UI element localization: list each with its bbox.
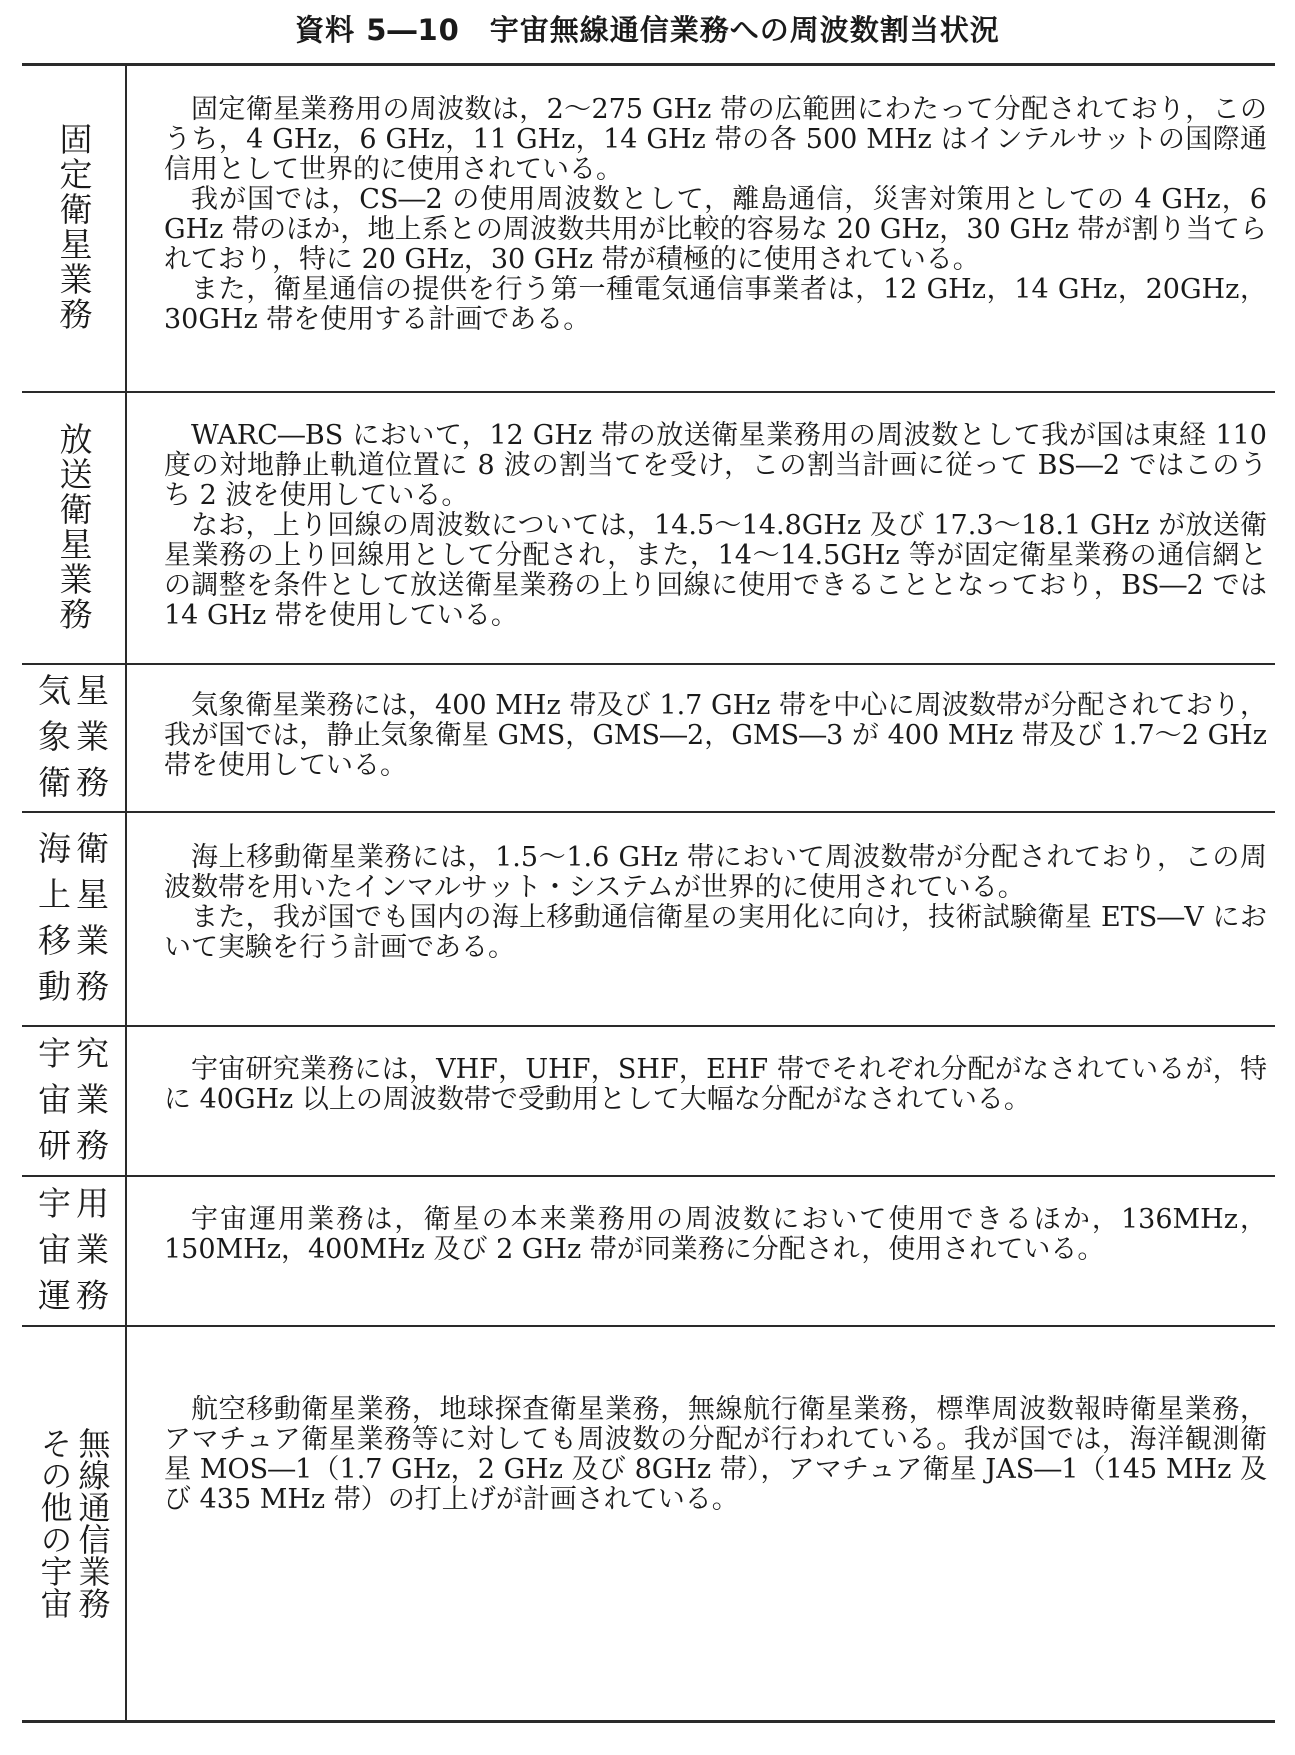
label-char: 運 [38,1276,71,1315]
paragraph: 宇宙運用業務は，衛星の本来業務用の周波数において使用できるほか，136MHz，150MHz，400MHz 及び 2 GHz 帯が同業務に分配され，使用されている。 [164,1204,1267,1265]
label-char: 動 [38,967,71,1006]
row-other-space [22,1325,1275,1720]
paragraph: 気象衛星業務には，400 MHz 帯及び 1.7 GHz 帯を中心に周波数帯が分配されており，我が国では，静止気象衛星 GMS，GMS―2，GMS―3 が 400 MHz 帯及び 1.7～2 GHz 帯を使用している。 [164,690,1267,781]
row-meteorological-satellite [22,663,1275,811]
label-char: 業 [76,717,109,756]
label-char: 移 [38,921,71,960]
label-char: 気 [38,671,71,710]
page-title: 資料 5―10 宇宙無線通信業務への周波数割当状況 [295,13,1000,47]
label-char: 務 [76,1126,109,1165]
label-grid [36,1031,112,1169]
label-char: 星 [76,875,109,914]
label-char: 象 [38,717,71,756]
paragraph: また，我が国でも国内の海上移動通信衛星の実用化に向け，技術試験衛星 ETS―V において実験を行う計画である。 [164,902,1267,963]
paragraph: 我が国では，CS―2 の使用周波数として，離島通信，災害対策用としての 4 GHz，6 GHz 帯のほか，地上系との周波数共用が比較的容易な 20 GHz，30 GHz 帯が割り当てられており，特に 20 GHz，30 GHz 帯が積極的に使用されている。 [164,184,1267,275]
label-char: 宙 [38,1080,71,1119]
row-body [164,1205,1267,1265]
row-fixed-satellite [22,63,1275,391]
row-body [164,95,1267,335]
row-body [164,691,1267,781]
row-label [22,63,125,391]
label-grid [36,1181,112,1319]
label-char: 究 [76,1034,109,1073]
label-column: その他の宇宙 [35,1426,74,1619]
label-grid [36,826,112,1010]
label-grid [36,668,112,806]
label-char: 務 [76,1276,109,1315]
paragraph: なお，上り回線の周波数については，14.5～14.8GHz 及び 17.3～18.1 GHz が放送衛星業務の上り回線用として分配され，また，14～14.5GHz 等が固定衛星業務の通信網との調整を条件として放送衛星業務の上り回線に使用できることとなっており，BS―2 では 14 GHz 帯を使用している。 [164,510,1267,631]
paragraph: 固定衛星業務用の周波数は，2～275 GHz 帯の広範囲にわたって分配されており，このうち，4 GHz，6 GHz，11 GHz，14 GHz 帯の各 500 MHz はインテルサットの国際通信用として世界的に使用されている。 [164,94,1267,185]
label-char: 業 [76,1230,109,1269]
label-char: 業 [76,921,109,960]
label-char: 宇 [38,1034,71,1073]
row-body [164,843,1267,963]
row-label [22,811,125,1025]
row-body [164,421,1267,631]
label-char: 宇 [38,1184,71,1223]
row-label [22,663,125,811]
allocation-table [22,63,1275,1723]
row-space-research [22,1025,1275,1175]
row-space-operation [22,1175,1275,1325]
paragraph: 海上移動衛星業務には，1.5～1.6 GHz 帯において周波数帯が分配されており，この周波数帯を用いたインマルサット・システムが世界的に使用されている。 [164,842,1267,903]
paragraph: 航空移動衛星業務，地球探査衛星業務，無線航行衛星業務，標準周波数報時衛星業務，アマチュア衛星業務等に対しても周波数の分配が行われている。我が国では，海洋観測衛星 MOS―1（1.7 GHz，2 GHz 及び 8GHz 帯），アマチュア衛星 JAS―1（145 MHz 及び 435 MHz 帯）の打上げが計画されている。 [164,1394,1267,1515]
label-char: 星 [76,671,109,710]
row-body [164,1395,1267,1515]
label-char: 業 [76,1080,109,1119]
label-char: 宙 [38,1230,71,1269]
row-label [22,1175,125,1325]
label-char: 務 [76,763,109,802]
label-char: 研 [38,1126,71,1165]
table-rule [22,1720,1275,1723]
row-label [22,1025,125,1175]
paragraph: WARC―BS において，12 GHz 帯の放送衛星業務用の周波数として我が国は東経 110 度の対地静止軌道位置に 8 波の割当てを受け，この割当計画に従って BS―2 ではこのうち 2 波を使用している。 [164,420,1267,511]
label-char: 海 [38,829,71,868]
row-label [22,1325,125,1720]
label-char: 上 [38,875,71,914]
row-maritime-mobile-satellite [22,811,1275,1025]
row-label [22,391,125,663]
row-body [164,1055,1267,1115]
label-column: 無線通信業務 [73,1426,112,1619]
row-broadcast-satellite [22,391,1275,663]
label-text: 放送衛星業務 [54,422,94,632]
label-columns [36,1427,112,1619]
label-char: 衛 [76,829,109,868]
paragraph: 宇宙研究業務には，VHF，UHF，SHF，EHF 帯でそれぞれ分配がなされているが，特に 40GHz 以上の周波数帯で受動用として大幅な分配がなされている。 [164,1054,1267,1115]
label-char: 務 [76,967,109,1006]
label-text: 固定衛星業務 [54,122,94,332]
label-char: 衛 [38,763,71,802]
label-char: 用 [76,1184,109,1223]
paragraph: また，衛星通信の提供を行う第一種電気通信事業者は，12 GHz，14 GHz，20GHz，30GHz 帯を使用する計画である。 [164,274,1267,335]
